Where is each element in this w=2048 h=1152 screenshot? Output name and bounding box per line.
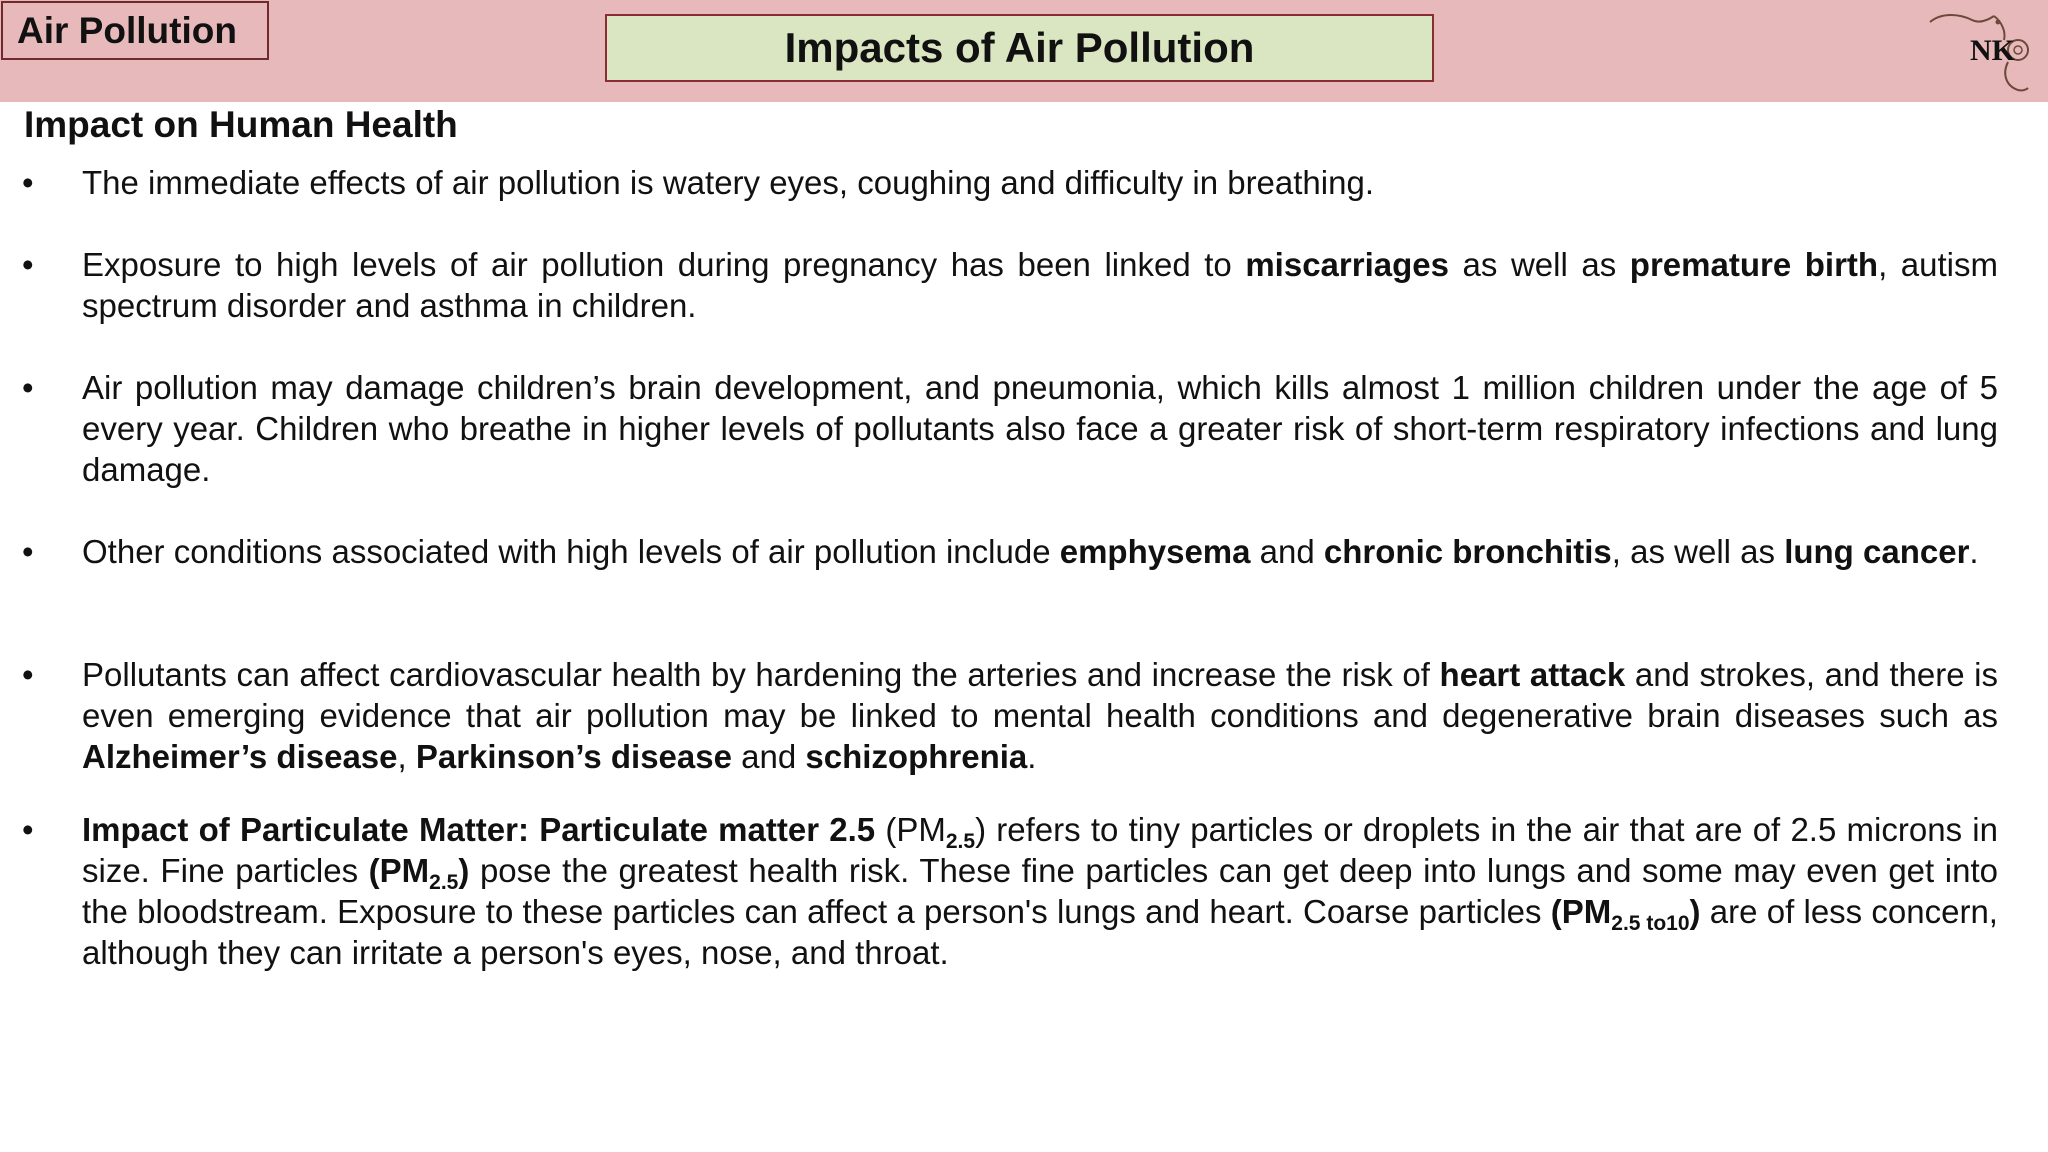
slide-title: Impacts of Air Pollution — [605, 14, 1434, 82]
text-run: . — [1969, 533, 1979, 570]
text-run: , — [397, 738, 416, 775]
bold-text: chronic bronchitis — [1323, 533, 1612, 570]
bold-text: miscarriages — [1245, 246, 1449, 283]
text-run: Air pollution may damage children’s brain development, and pneumonia, which kills almost 1 million children under the age of 5 every year. Children who breathe in higher levels of pollutants also face a greater risk of short-term respiratory infections and lung damage. — [82, 369, 1998, 488]
bold-text: ) — [1689, 893, 1701, 930]
bullet-marker: • — [22, 811, 34, 848]
text-run: and strokes, and there is even emerging evidence that air pollution may be linked to mental health conditions and degenerative brain diseases such as — [82, 656, 1998, 734]
bullet-text — [82, 367, 1998, 490]
bold-text: (PM — [368, 852, 430, 889]
subscript-text: 2.5 to10 — [1611, 912, 1690, 935]
text-run: ) refers to tiny particles or droplets in the air that are of 2.5 microns in size. Fine particles — [82, 811, 1998, 889]
bullet-text — [82, 654, 1998, 777]
text-run: and — [1250, 533, 1324, 570]
text-run: , as well as — [1611, 533, 1785, 570]
text-run: , autism spectrum disorder and asthma in children. — [82, 246, 1999, 324]
bold-text: ) — [458, 852, 470, 889]
logo-text: NK — [1970, 34, 2015, 67]
text-run: (PM — [875, 811, 946, 848]
text-run: are of less concern, although they can irritate a person's eyes, nose, and throat. — [82, 893, 1998, 971]
bold-text: emphysema — [1059, 533, 1251, 570]
bullet-text — [82, 531, 1998, 572]
bullet-marker: • — [22, 533, 34, 570]
bold-text: heart attack — [1439, 656, 1626, 693]
bullet-marker: • — [22, 246, 34, 283]
bullet-text — [82, 162, 1998, 203]
bold-text: Alzheimer’s disease — [82, 738, 398, 775]
section-heading: Impact on Human Health — [24, 104, 458, 145]
bullet-text — [82, 809, 1998, 973]
bullet-marker: • — [22, 656, 34, 693]
bold-text: Parkinson’s disease — [415, 738, 732, 775]
text-run: pose the greatest health risk. These fine particles can get deep into lungs and some may even get into the bloodstream. Exposure to these particles can affect a person's lungs and heart. Coarse particles — [82, 852, 1998, 930]
bullet-marker: • — [22, 369, 34, 406]
bold-text: lung cancer — [1784, 533, 1970, 570]
subscript-text: 2.5 — [945, 830, 976, 853]
bullet-marker: • — [22, 164, 34, 201]
text-run: Other conditions associated with high levels of air pollution include — [82, 533, 1060, 570]
bold-text: Impact of Particulate Matter: Particulate matter 2.5 — [82, 811, 876, 848]
text-run: The immediate effects of air pollution is watery eyes, coughing and difficulty in breathing. — [82, 164, 1374, 201]
subscript-text: 2.5 — [429, 871, 459, 894]
bold-text: (PM — [1550, 893, 1612, 930]
text-run: . — [1027, 738, 1037, 775]
text-run: and — [731, 738, 806, 775]
text-run: as well as — [1448, 246, 1630, 283]
bullet-text — [82, 244, 1998, 326]
bold-text: schizophrenia — [805, 738, 1028, 775]
topic-label: Air Pollution — [1, 1, 269, 60]
text-run: Exposure to high levels of air pollution during pregnancy has been linked to — [82, 246, 1246, 283]
bold-text: premature birth — [1629, 246, 1879, 283]
text-run: Pollutants can affect cardiovascular health by hardening the arteries and increase the risk of — [82, 656, 1440, 693]
nk-logo-icon — [1922, 8, 2032, 96]
